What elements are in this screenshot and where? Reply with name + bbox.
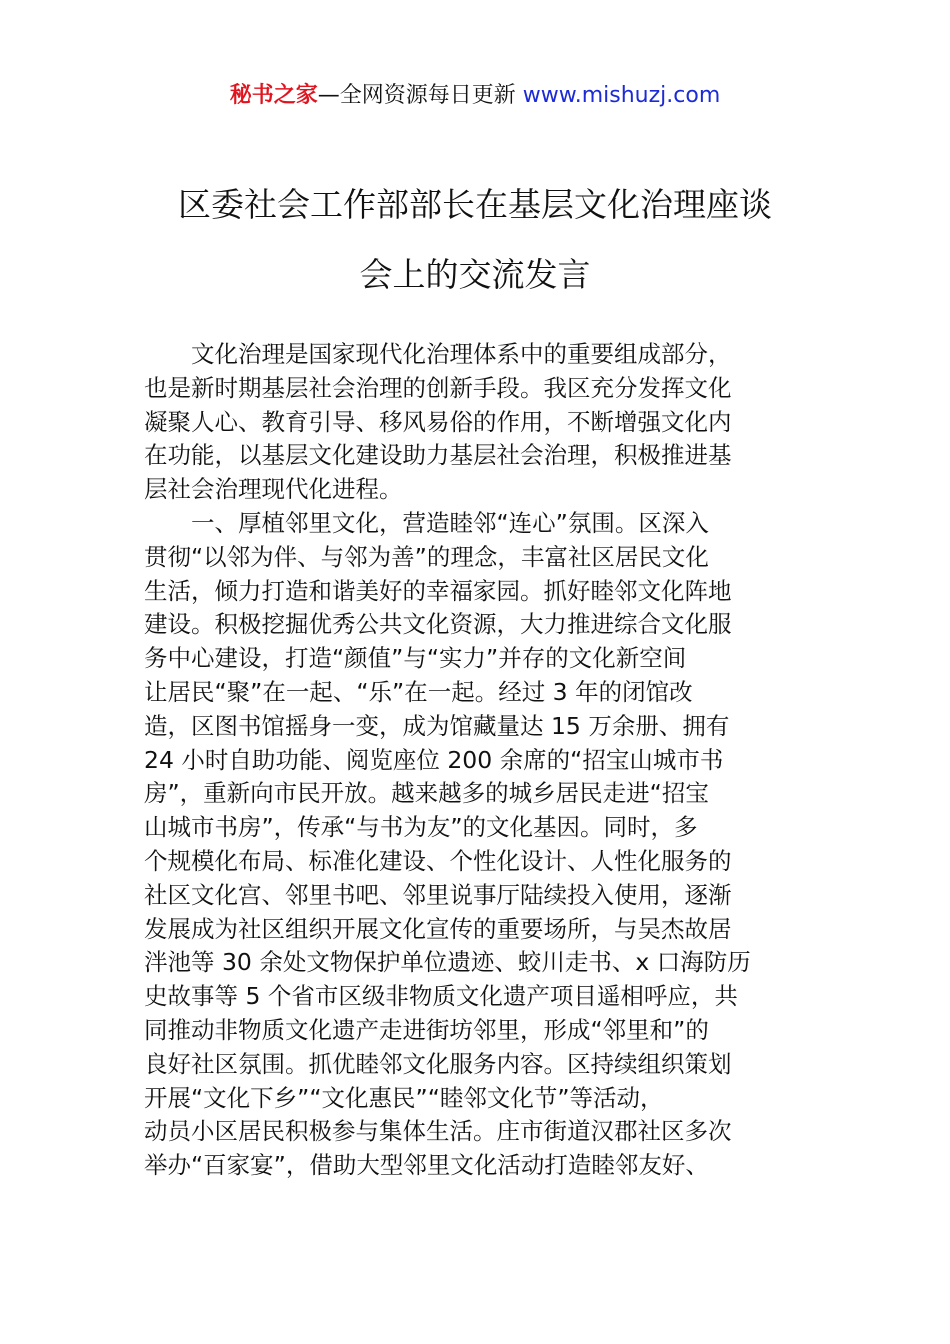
body-line: 务中心建设，打造“颜值”与“实力”并存的文化新空间 [144, 644, 687, 673]
body-line: 建设。积极挖掘优秀公共文化资源，大力推进综合文化服 [144, 610, 732, 639]
site-url-link[interactable]: www.mishuzj.com [522, 83, 721, 108]
body-line: 社区文化宫、邻里书吧、邻里说事厅陆续投入使用，逐渐 [144, 880, 732, 909]
body-line: 史故事等 5 个省市区级非物质文化遗产项目遥相呼应，共 [144, 982, 738, 1011]
body-line: 层社会治理现代化进程。 [144, 475, 403, 504]
body-line: 开展“文化下乡”“文化惠民”“睦邻文化节”等活动， [144, 1083, 664, 1112]
body-line: 举办“百家宴”，借助大型邻里文化活动打造睦邻友好、 [144, 1151, 709, 1180]
body-line: 良好社区氛围。抓优睦邻文化服务内容。区持续组织策划 [144, 1049, 732, 1078]
body-line: 凝聚人心、教育引导、移风易俗的作用，不断增强文化内 [144, 407, 732, 436]
body-line: 生活，倾力打造和谐美好的幸福家园。抓好睦邻文化阵地 [144, 576, 732, 605]
body-line: 同推动非物质文化遗产走进街坊邻里，形成“邻里和”的 [144, 1015, 709, 1044]
body-line: 文化治理是国家现代化治理体系中的重要组成部分， [191, 340, 732, 368]
body-line: 房”，重新向市民开放。越来越多的城乡居民走进“招宝 [144, 779, 709, 808]
body-line: 24 小时自助功能、阅览座位 200 余席的“招宝山城市书 [144, 745, 724, 774]
title-line-2: 会上的交流发言 [359, 255, 591, 294]
document-body [144, 338, 808, 1183]
site-tagline: —全网资源每日更新 [317, 83, 516, 108]
body-line: 发展成为社区组织开展文化宣传的重要场所，与吴杰故居 [144, 914, 732, 943]
body-line: 贯彻“以邻为伴、与邻为善”的理念，丰富社区居民文化 [144, 542, 709, 571]
title-line-1: 区委社会工作部部长在基层文化治理座谈 [178, 185, 772, 224]
body-line: 在功能，以基层文化建设助力基层社会治理，积极推进基 [144, 441, 732, 470]
document-title [100, 170, 850, 310]
body-line: 造，区图书馆摇身一变，成为馆藏量达 15 万余册、拥有 [144, 711, 730, 740]
site-brand: 秘书之家 [229, 83, 318, 108]
body-line: 泮池等 30 余处文物保护单位遗迹、蛟川走书、x 口海防历 [144, 948, 751, 977]
body-line: 山城市书房”，传承“与书为友”的文化基因。同时，多 [144, 813, 698, 842]
body-line: 让居民“聚”在一起、“乐”在一起。经过 3 年的闭馆改 [144, 677, 693, 706]
body-line: 个规模化布局、标准化建设、个性化设计、人性化服务的 [144, 846, 732, 875]
body-line: 一、厚植邻里文化，营造睦邻“连心”氛围。区深入 [191, 508, 709, 537]
body-line: 也是新时期基层社会治理的创新手段。我区充分发挥文化 [144, 373, 732, 402]
site-header [0, 80, 950, 112]
body-line: 动员小区居民积极参与集体生活。庄市街道汉郡社区多次 [144, 1117, 732, 1146]
